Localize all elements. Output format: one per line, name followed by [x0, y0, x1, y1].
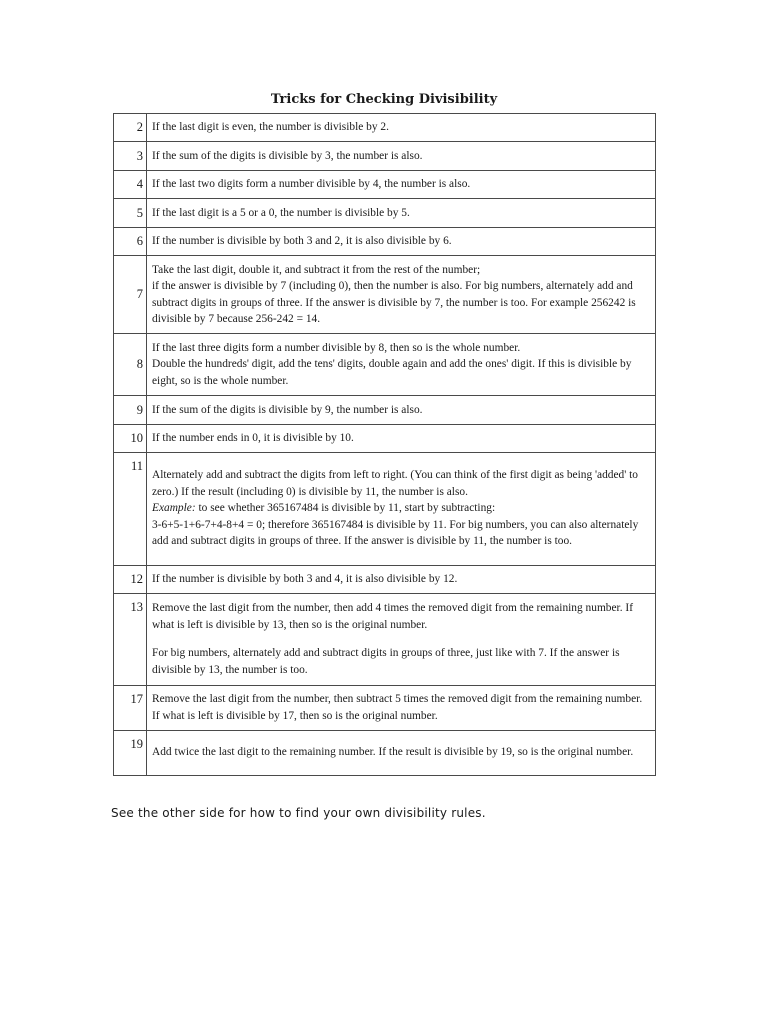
divisor-number: 8 — [114, 334, 147, 396]
divisor-number: 7 — [114, 256, 147, 334]
rule-text: If the number is divisible by both 3 and 2, it is also divisible by 6. — [147, 228, 656, 256]
divisor-number: 6 — [114, 228, 147, 256]
rule-text: Remove the last digit from the number, then add 4 times the removed digit from the remaining number. If what is left is divisible by 13, then so is the original number. For big numbers, alternately add and subtract digits in groups of three, just like with 7. If the answer is divisible by 13, the number is too. — [147, 593, 656, 685]
table-row — [114, 171, 656, 199]
table-row — [114, 396, 656, 425]
table-row — [114, 114, 656, 142]
divisor-number: 12 — [114, 565, 147, 593]
example-label: Example: — [152, 502, 196, 515]
footer-note: See the other side for how to find your own divisibility rules. — [111, 806, 486, 820]
rule-text: If the number is divisible by both 3 and 4, it is also divisible by 12. — [147, 565, 656, 593]
table-row — [114, 228, 656, 256]
divisor-number: 17 — [114, 685, 147, 730]
divisor-number: 5 — [114, 199, 147, 228]
divisibility-rules-table — [113, 113, 656, 776]
table-row — [114, 452, 656, 565]
table-row — [114, 142, 656, 171]
divisor-number: 9 — [114, 396, 147, 425]
divisor-number: 4 — [114, 171, 147, 199]
table-row — [114, 256, 656, 334]
rule-text: If the last two digits form a number divisible by 4, the number is also. — [147, 171, 656, 199]
page-title: Tricks for Checking Divisibility — [270, 92, 498, 107]
divisor-number: 19 — [114, 730, 147, 775]
divisor-number: 11 — [114, 452, 147, 565]
table-row — [114, 425, 656, 453]
table-row — [114, 593, 656, 685]
rule-text: If the last digit is even, the number is divisible by 2. — [147, 114, 656, 142]
table-row — [114, 685, 656, 730]
rule-text: Remove the last digit from the number, then subtract 5 times the removed digit from the remaining number. If what is left is divisible by 17, then so is the original number. — [147, 685, 656, 730]
rule-text: Alternately add and subtract the digits from left to right. (You can think of the first digit as being 'added' to zero.) If the result (including 0) is divisible by 11, the number is also. Example: to see whether 365167484 is divisible by 11, start by subtracting: 3-6+5-1+6-7+4-8+4 = 0; therefore 365167484 is divisible by 11. For big numbers, you can also alternately add and subtract digits in groups of three. If the answer is divisible by 11, the number is too. — [147, 452, 656, 565]
rule-text: If the last three digits form a number divisible by 8, then so is the whole number. Double the hundreds' digit, add the tens' digits, double again and add the ones' digit. If this is divisible by eight, so is the whole number. — [147, 334, 656, 396]
divisor-number: 13 — [114, 593, 147, 685]
divisor-number: 10 — [114, 425, 147, 453]
divisor-number: 3 — [114, 142, 147, 171]
rule-text: If the sum of the digits is divisible by 3, the number is also. — [147, 142, 656, 171]
rule-text: If the last digit is a 5 or a 0, the number is divisible by 5. — [147, 199, 656, 228]
table-row — [114, 199, 656, 228]
rule-text: Add twice the last digit to the remaining number. If the result is divisible by 19, so is the original number. — [147, 730, 656, 775]
table-row — [114, 730, 656, 775]
rule-text: If the sum of the digits is divisible by 9, the number is also. — [147, 396, 656, 425]
table-row — [114, 565, 656, 593]
divisor-number: 2 — [114, 114, 147, 142]
rule-text: If the number ends in 0, it is divisible by 10. — [147, 425, 656, 453]
table-row — [114, 334, 656, 396]
rule-text: Take the last digit, double it, and subtract it from the rest of the number; if the answer is divisible by 7 (including 0), then the number is also. For big numbers, alternately add and subtract digits in groups of three. If the answer is divisible by 7, the number is too. For example 256242 is divisible by 7 because 256-242 = 14. — [147, 256, 656, 334]
